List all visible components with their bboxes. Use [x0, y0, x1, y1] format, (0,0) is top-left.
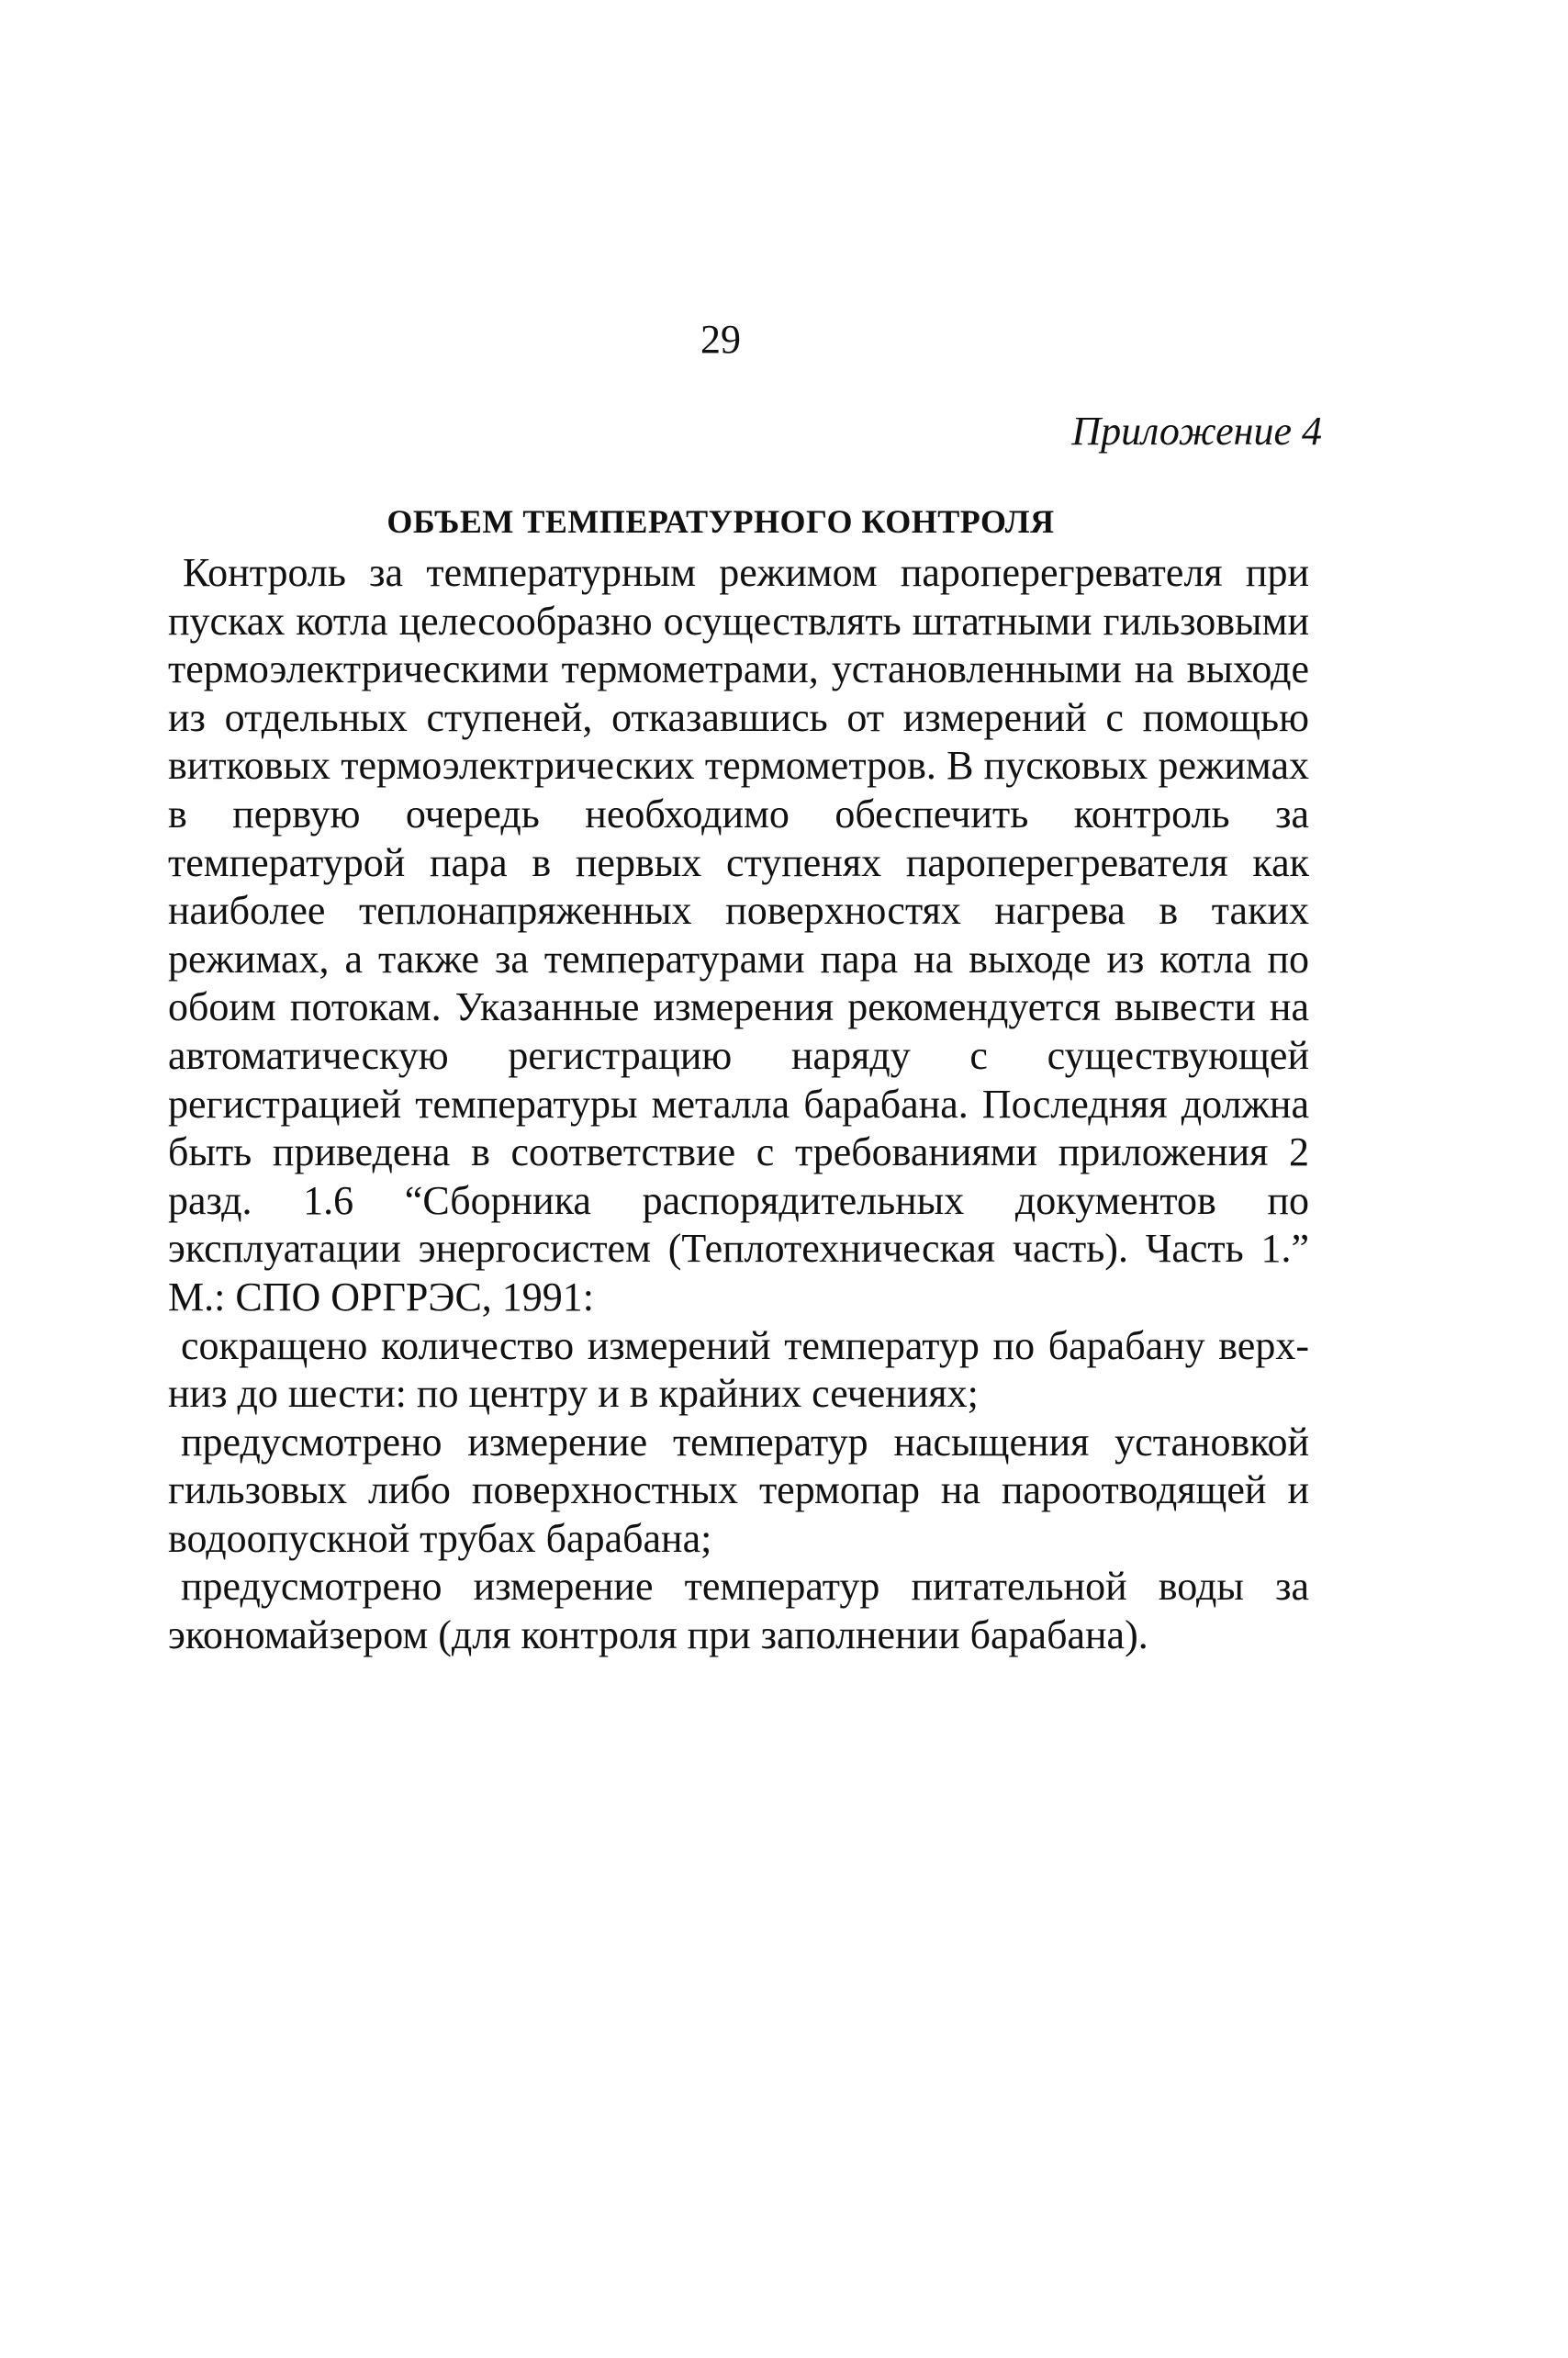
main-paragraph: Контроль за температурным режимом пароперегревателя при пусках котла целесообразно осуществлять штатными гильзовыми термоэлектрическими термометрами, установленными на выходе из отдельных ступеней, отказавшись от измерений с помощью витковых термоэлектрических термометров. В пусковых режимах в первую очередь необходимо обеспечить контроль за температурой пара в первых ступенях пароперегревателя как наиболее теплонапряженных поверхностях нагрева в таких режимах, а также за температурами пара на выходе из котла по обоим потокам. Указанные измерения рекомендуется вывести на автоматическую регистрацию наряду с существующей регистрацией температуры металла барабана. Последняя должна быть приведена в соответствие с требованиями приложения 2 разд. 1.6 “Сборника распорядительных документов по эксплуатации энергосистем (Теплотехническая часть). Часть 1.” М.: СПО ОРГРЭС, 1991:: [168, 550, 1309, 1319]
list-item: предусмотрено измерение температур насыщения установкой гильзовых либо поверхностных термопар на пароотводящей и водоопускной трубах барабана;: [168, 1419, 1309, 1561]
document-title: ОБЪЕМ ТЕМПЕРАТУРНОГО КОНТРОЛЯ: [386, 503, 1055, 540]
list-item: сокращено количество измерений температур по барабану верх-низ до шести: по центру и в крайних сечениях;: [168, 1322, 1309, 1417]
document-body: [168, 549, 1309, 1660]
list-item: предусмотрено измерение температур питательной воды за экономайзером (для контроля при заполнении барабана).: [168, 1564, 1309, 1658]
page-number: 29: [700, 317, 741, 362]
appendix-label: Приложение 4: [1071, 409, 1322, 454]
